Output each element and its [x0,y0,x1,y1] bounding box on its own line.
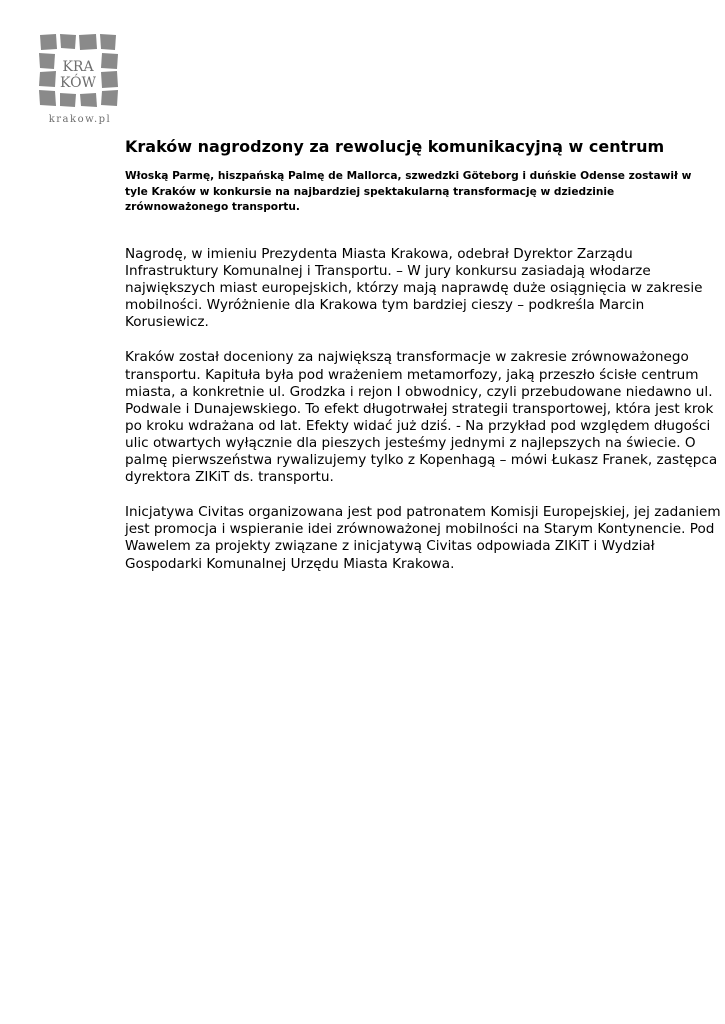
krakow-logo-graphic [36,32,126,128]
krakow-logo [36,32,126,128]
article-title: Kraków nagrodzony za rewolucję komunikacyjną w centrum [125,137,665,156]
article-paragraph: Nagrodę, w imieniu Prezydenta Miasta Krakowa, odebrał Dyrektor Zarządu Infrastruktury Komunalnej i Transportu. – W jury konkursu zasiadają włodarze największych miast europejskich, którzy mają naprawdę duże osiągnięcia w zakresie mobilności. Wyróżnienie dla Krakowa tym bardziej cieszy – podkreśla Marcin Korusiewicz. [125,246,703,331]
logo-caption: krakow.pl [48,114,112,125]
logo-text-line2: KÓW [60,75,96,91]
article-paragraph: Kraków został doceniony za największą transformacje w zakresie zrównoważonego transportu. Kapituła była pod wrażeniem metamorfozy, jaką przeszło ścisłe centrum miasta, a konkretnie ul. Grodzka i rejon I obwodnicy, czyli przebudowane niedawno ul. Podwale i Dunajewskiego. To efekt długotrwałej strategii transportowej, która jest krok po kroku wdrażana od lat. Efekty widać już dziś. - Na przykład pod względem długości ulic otwartych wyłącznie dla pieszych jesteśmy jednymi z najlepszych na świecie. O palmę pierwszeństwa rywalizujemy tylko z Kopenhagą – mówi Łukasz Franek, zastępca dyrektora ZIKiT ds. transportu. [125,349,718,486]
article-lead: Włoską Parmę, hiszpańską Palmę de Mallorca, szwedzki Göteborg i duńskie Odense zostawił w tyle Kraków w konkursie na najbardziej spektakularną transformację w dziedzinie zrównoważonego transportu. [125,170,692,213]
article-paragraph: Inicjatywa Civitas organizowana jest pod patronatem Komisji Europejskiej, jej zadaniem jest promocja i wspieranie idei zrównoważonej mobilności na Starym Kontynencie. Pod Wawelem za projekty związane z inicjatywą Civitas odpowiada ZIKiT i Wydział Gospodarki Komunalnej Urzędu Miasta Krakowa. [125,504,721,572]
logo-text-line1: KRA [62,59,94,75]
article-body [125,246,721,591]
